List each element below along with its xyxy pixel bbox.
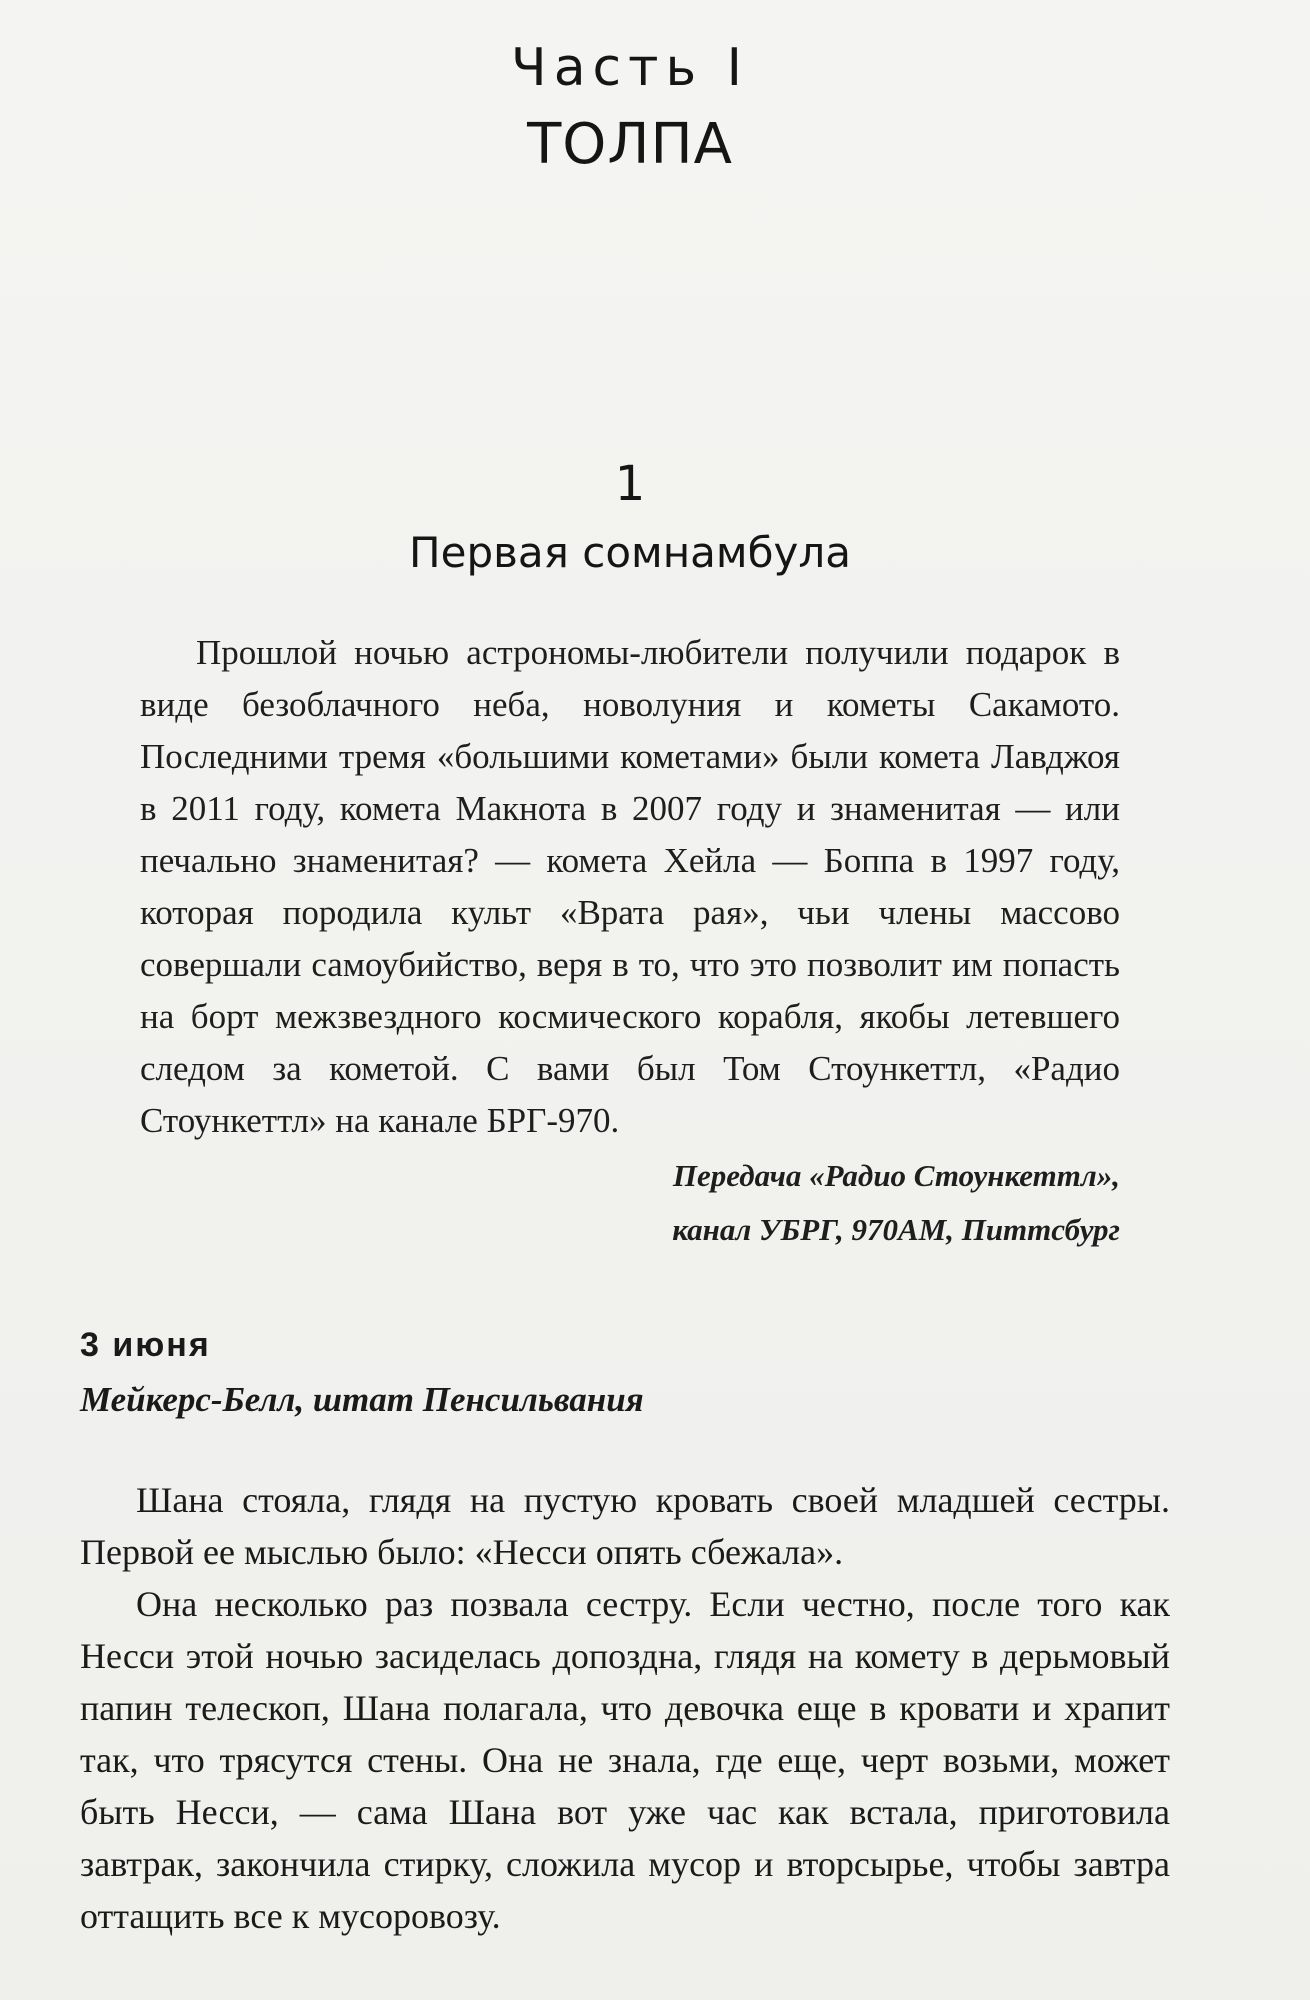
body-paragraph: Шана стояла, глядя на пустую кровать своей младшей сестры. Первой ее мыслью было: «Несси опять сбежала». (80, 1480, 1170, 1572)
chapter-number: 1 (614, 456, 646, 512)
epigraph-source-line1: Передача «Радио Стоункеттл», (672, 1158, 1120, 1193)
epigraph-text: Прошлой ночью астрономы-любители получили подарок в виде безоблачного неба, новолуния и кометы Сакамото. Последними тремя «большими кометами» были комета Лавджоя в 2011 году, комета Макнота в 2007 году и знаменитая — или печально знаменитая? — комета Хейла — Боппа в 1997 году, которая породила культ «Врата рая», чьи члены массово совершали самоубийство, веря в то, что это позволит им попасть на борт межзвездного космического корабля, якобы летевшего следом за кометой. С вами был Том Стоункеттл, «Радио Стоункеттл» на канале БРГ-970. (140, 633, 1120, 1140)
body-text (80, 1474, 1170, 1942)
chapter-title: Первая сомнамбула (409, 528, 851, 577)
part-label: Часть I (511, 38, 749, 98)
epigraph (140, 627, 1120, 1257)
section-date: 3 июня (80, 1326, 211, 1364)
section-place: Мейкерс-Белл, штат Пенсильвания (80, 1380, 644, 1419)
epigraph-source (140, 1149, 1120, 1257)
body-paragraph: Она несколько раз позвала сестру. Если честно, после того как Несси этой ночью засиделась допоздна, глядя на комету в дерьмовый папин телескоп, Шана полагала, что девочка еще в кровати и храпит так, что трясутся стены. Она не знала, где еще, черт возьми, может быть Несси, — сама Шана вот уже час как встала, приготовила завтрак, закончила стирку, сложила мусор и вторсырье, чтобы завтра оттащить все к мусоровозу. (80, 1584, 1170, 1936)
epigraph-source-line2: канал УБРГ, 970АМ, Питтсбург (672, 1212, 1120, 1247)
part-title: ТОЛПА (527, 112, 733, 177)
